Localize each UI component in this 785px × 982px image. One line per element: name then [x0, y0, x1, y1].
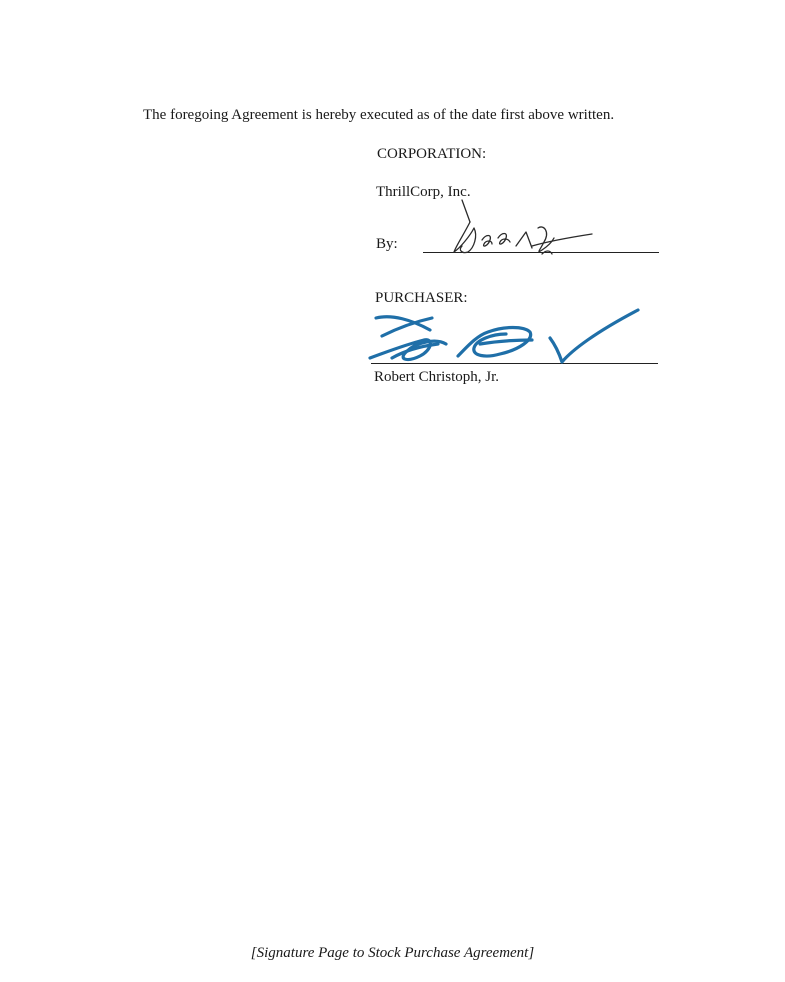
purchaser-name: Robert Christoph, Jr. — [374, 369, 500, 385]
company-name: ThrillCorp, Inc. — [376, 184, 471, 200]
execution-statement: The foregoing Agreement is hereby executed as of the date first above written. — [143, 107, 615, 123]
purchaser-signature — [362, 300, 642, 370]
corporation-heading: CORPORATION: — [377, 146, 487, 162]
by-label: By: — [376, 236, 398, 252]
purchaser-heading: PURCHASER: — [375, 290, 468, 306]
corporation-signature — [440, 198, 600, 260]
page-footer: [Signature Page to Stock Purchase Agreement] — [250, 945, 535, 961]
